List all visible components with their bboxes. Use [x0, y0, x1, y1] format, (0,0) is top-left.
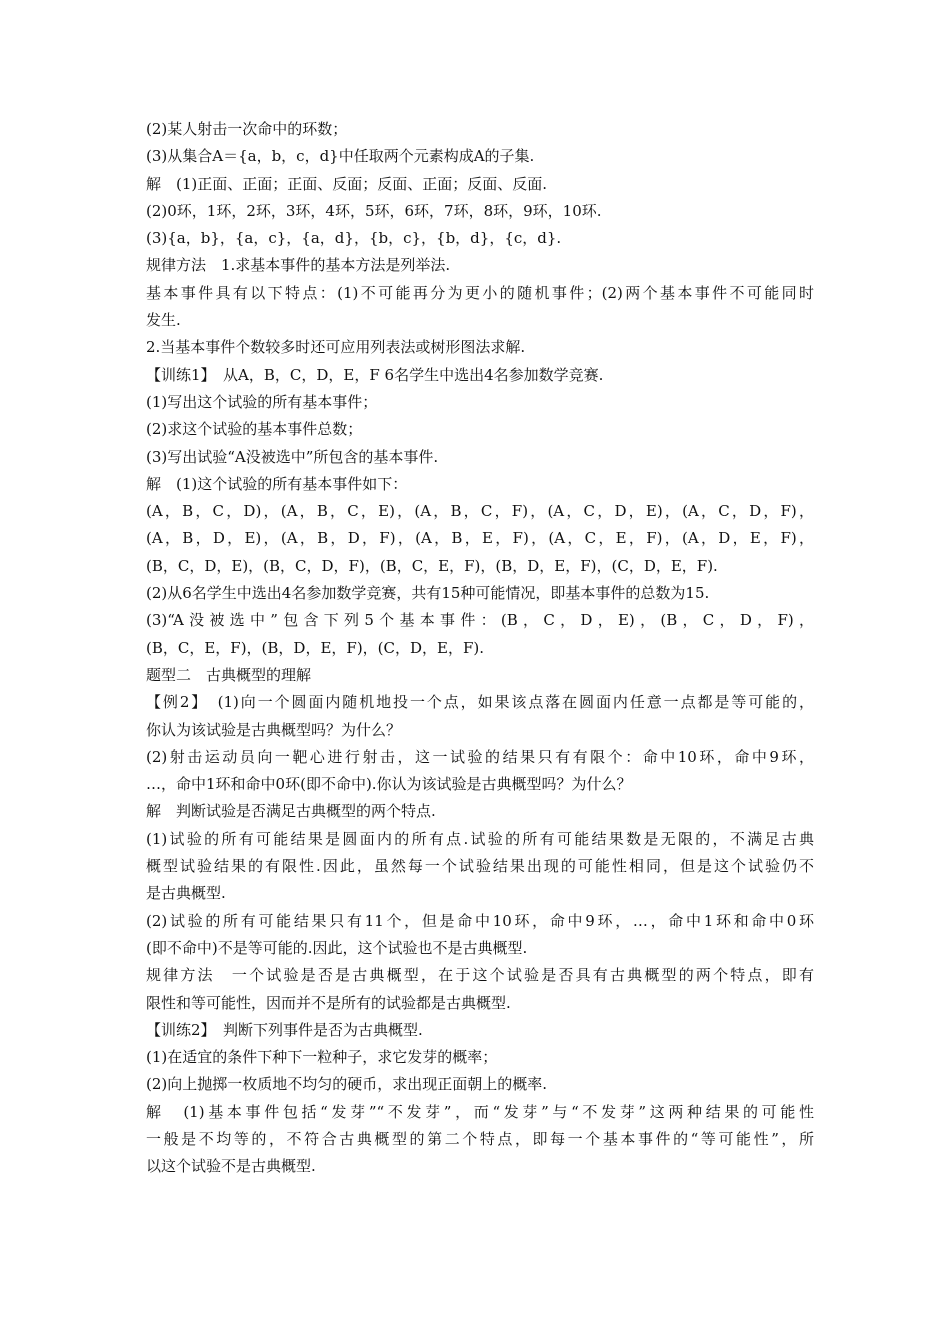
text-line: 是古典概型.	[146, 884, 226, 903]
text-line: 发生.	[146, 311, 181, 330]
text-line: 解 判断试验是否满足古典概型的两个特点.	[146, 802, 436, 821]
text-line: 【训练1】 从A，B，C，D，E，F 6名学生中选出4名参加数学竞赛.	[146, 365, 604, 384]
text-line: 你认为该试验是古典概型吗？为什么？	[146, 720, 402, 739]
text-line: 解 (1)基本事件包括“发芽”“不发芽”，而“发芽”与“不发芽”这两种结果的可能性	[146, 1102, 814, 1121]
text-line: (1)试验的所有可能结果是圆面内的所有点.试验的所有可能结果数是无限的，不满足古典	[146, 829, 814, 848]
text-line: (2)从6名学生中选出4名参加数学竞赛，共有15种可能情况，即基本事件的总数为15.	[146, 584, 710, 603]
text-line: 规律方法 1.求基本事件的基本方法是列举法.	[146, 256, 451, 275]
document-body	[146, 116, 814, 1181]
text-line: (2)向上抛掷一枚质地不均匀的硬币，求出现正面朝上的概率.	[146, 1075, 548, 1094]
text-line: 以这个试验不是古典概型.	[146, 1157, 316, 1176]
text-line: (3)“A没被选中”包含下列5个基本事件：(B，C，D，E)，(B，C，D，F)，	[146, 611, 814, 630]
text-line: 【训练2】 判断下列事件是否为古典概型.	[146, 1020, 423, 1039]
text-line: 2.当基本事件个数较多时还可应用列表法或树形图法求解.	[146, 338, 526, 357]
text-line: 【例2】 (1)向一个圆面内随机地投一个点，如果该点落在圆面内任意一点都是等可能的，	[146, 693, 814, 712]
text-line: …，命中1环和命中0环(即不命中).你认为该试验是古典概型吗？为什么？	[146, 775, 632, 794]
text-line: 一般是不均等的，不符合古典概型的第二个特点，即每一个基本事件的“等可能性”，所	[146, 1129, 814, 1148]
text-line: (2)求这个试验的基本事件总数；	[146, 420, 363, 439]
text-line: 基本事件具有以下特点：(1)不可能再分为更小的随机事件；(2)两个基本事件不可能同时	[146, 283, 814, 302]
text-line: 解 (1)正面、正面；正面、反面；反面、正面；反面、反面.	[146, 174, 548, 193]
text-line: (1)写出这个试验的所有基本事件；	[146, 392, 378, 411]
text-line: (2)某人射击一次命中的环数；	[146, 120, 348, 138]
text-line: (2)0环，1环，2环，3环，4环，5环，6环，7环，8环，9环，10环.	[146, 201, 602, 220]
text-line: (B，C，E，F)，(B，D，E，F)，(C，D，E，F).	[146, 638, 485, 657]
text-line: (B，C，D，E)，(B，C，D，F)，(B，C，E，F)，(B，D，E，F)，(C，D，E，F).	[146, 556, 718, 575]
text-line: 限性和等可能性，因而并不是所有的试验都是古典概型.	[146, 993, 511, 1012]
text-line: (2)射击运动员向一靶心进行射击，这一试验的结果只有有限个：命中10环，命中9环，	[146, 747, 814, 766]
text-line: 规律方法 一个试验是否是古典概型，在于这个试验是否具有古典概型的两个特点，即有	[146, 966, 814, 985]
text-line: (3){a，b}，{a，c}，{a，d}，{b，c}，{b，d}，{c，d}.	[146, 229, 562, 248]
section-heading: 题型二 古典概型的理解	[146, 665, 312, 684]
text-line: (3)写出试验“A没被选中”所包含的基本事件.	[146, 447, 439, 466]
text-line: (A，B，D，E)，(A，B，D，F)，(A，B，E，F)，(A，C，E，F)，(A，D，E，F)，	[146, 529, 814, 548]
text-line: 解 (1)这个试验的所有基本事件如下：	[146, 474, 408, 493]
text-line: 概型试验结果的有限性.因此，虽然每一个试验结果出现的可能性相同，但是这个试验仍不	[146, 857, 814, 876]
text-line: (即不命中)不是等可能的.因此，这个试验也不是古典概型.	[146, 938, 528, 957]
text-line: (3)从集合A＝{a，b，c，d}中任取两个元素构成A的子集.	[146, 147, 535, 166]
text-line: (1)在适宜的条件下种下一粒种子，求它发芽的概率；	[146, 1048, 498, 1067]
text-line: (A，B，C，D)，(A，B，C，E)，(A，B，C，F)，(A，C，D，E)，(A，C，D，F)，	[146, 502, 814, 521]
text-line: (2)试验的所有可能结果只有11个，但是命中10环，命中9环，…，命中1环和命中0环	[146, 911, 814, 930]
